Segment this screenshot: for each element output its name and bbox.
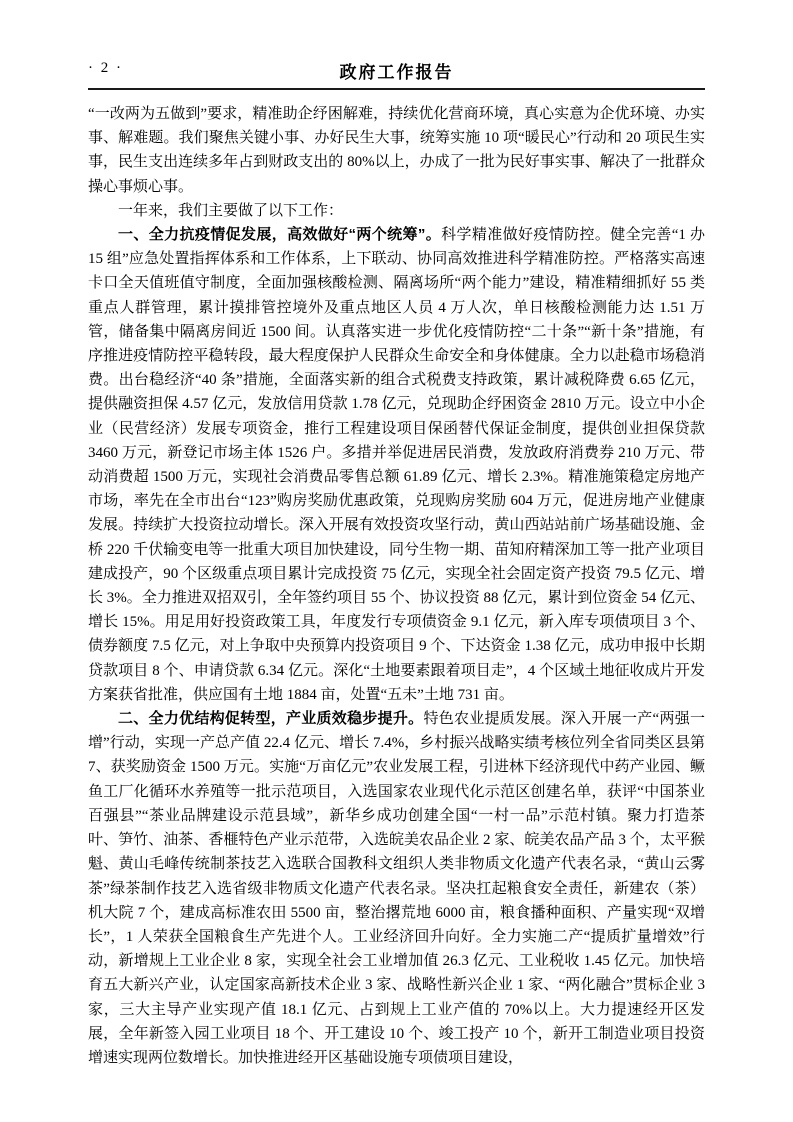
page-header (88, 58, 705, 82)
paragraph (88, 707, 705, 1070)
paragraph (88, 223, 705, 707)
document-title: 政府工作报告 (339, 63, 454, 82)
paragraph (88, 102, 705, 199)
section-heading: 一、全力抗疫情促发展，高效做好“两个统筹”。 (118, 226, 442, 244)
header-rule (88, 88, 705, 90)
paragraph-text: “一改两为五做到”要求，精准助企纾困解难，持续优化营商环境，真心实意为企优环境、办实事、解难题。我们聚焦关键小事、办好民生大事，统筹实施 10 项“暖民心”行动和 20 项民生实事，民生支出连续多年占到财政支出的 80%以上，办成了一批为民好事实事、解决了一批群众操心事烦心事。 (88, 106, 705, 195)
paragraph-text: 一年来，我们主要做了以下工作： (118, 202, 344, 219)
paragraph-text: 科学精准做好疫情防控。健全完善“1 办 15 组”应急处置指挥体系和工作体系，上下联动、协同高效推进科学精准防控。严格落实高速卡口全天值班值守制度，全面加强核酸检测、隔离场所“两个能力”建设，精准精细抓好 55 类重点人群管理，累计摸排管控境外及重点地区人员 4 万人次，单日核酸检测能力达 1.51 万管，储备集中隔离房间近 1500 间。认真落实进一步优化疫情防控“二十条”“新十条”措施，有序推进疫情防控平稳转段，最大程度保护人民群众生命安全和身体健康。全力以赴稳市场稳消费。出台稳经济“40 条”措施，全面落实新的组合式税费支持政策，累计减税降费 6.65 亿元，提供融资担保 4.57 亿元，发放信用贷款 1.78 亿元，兑现助企纾困资金 2810 万元。设立中小企业（民营经济）发展专项资金，推行工程建设项目保函替代保证金制度，提供创业担保贷款 3460 万元，新登记市场主体 1526 户。多措并举促进居民消费，发放政府消费券 210 万元、带动消费超 1500 万元，实现社会消费品零售总额 61.89 亿元、增长 2.3%。精准施策稳定房地产市场，率先在全市出台“123”购房奖励优惠政策，兑现购房奖励 604 万元，促进房地产业健康发展。持续扩大投资拉动增长。深入开展有效投资攻坚行动，黄山西站站前广场基础设施、金桥 220 千伏输变电等一批重大项目加快建设，同兮生物一期、苗知府精深加工等一批产业项目建成投产，90 个区级重点项目累计完成投资 75 亿元，实现全社会固定资产投资 79.5 亿元、增长 3%。全力推进双招双引，全年签约项目 55 个、协议投资 88 亿元，累计到位资金 54 亿元、增长 15%。用足用好投资政策工具，年度发行专项债资金 9.1 亿元，新入库专项债项目 3 个、债券额度 7.5 亿元，对上争取中央预算内投资项目 9 个、下达资金 1.38 亿元，成功申报中长期贷款项目 8 个、申请贷款 6.34 亿元。深化“土地要素跟着项目走”，4 个区域土地征收成片开发方案获省批准，供应国有土地 1884 亩，处置“五未”土地 731 亩。 (88, 227, 705, 703)
document-body (88, 102, 705, 1070)
paragraph (88, 199, 705, 223)
page-number: · 2 · (88, 60, 123, 76)
section-heading: 二、全力优结构促转型，产业质效稳步提升。 (118, 710, 424, 728)
paragraph-text: 特色农业提质发展。深入开展一产“两强一增”行动，实现一产总产值 22.4 亿元、增长 7.4%，乡村振兴战略实绩考核位列全省同类区县第 7、获奖励资金 1500 万元。实施“万亩亿元”农业发展工程，引进林下经济现代中药产业园、鳜鱼工厂化循环水养殖等一批示范项目，入选国家农业现代化示范区创建名单，获评“中国茶业百强县”“茶业品牌建设示范县域”，新华乡成功创建全国“一村一品”示范村镇。聚力打造茶叶、笋竹、油茶、香榧特色产业示范带，入选皖美农品企业 2 家、皖美农品产品 3 个，太平猴魁、黄山毛峰传统制茶技艺入选联合国教科文组织人类非物质文化遗产代表名录，“黄山云雾茶”绿茶制作技艺入选省级非物质文化遗产代表名录。坚决扛起粮食安全责任，新建农（茶）机大院 7 个，建成高标准农田 5500 亩，整治撂荒地 6000 亩，粮食播种面积、产量实现“双增长”，1 人荣获全国粮食生产先进个人。工业经济回升向好。全力实施二产“提质扩量增效”行动，新增规上工业企业 8 家，实现全社会工业增加值 26.3 亿元、工业税收 1.45 亿元。加快培育五大新兴产业，认定国家高新技术企业 3 家、战略性新兴企业 1 家、“两化融合”贯标企业 3 家，三大主导产业实现产值 18.1 亿元、占到规上工业产值的 70%以上。大力提速经开区发展，全年新签入园工业项目 18 个、开工建设 10 个、竣工投产 10 个，新开工制造业项目投资增速实现两位数增长。加快推进经开区基础设施专项债项目建设， (88, 711, 705, 1066)
